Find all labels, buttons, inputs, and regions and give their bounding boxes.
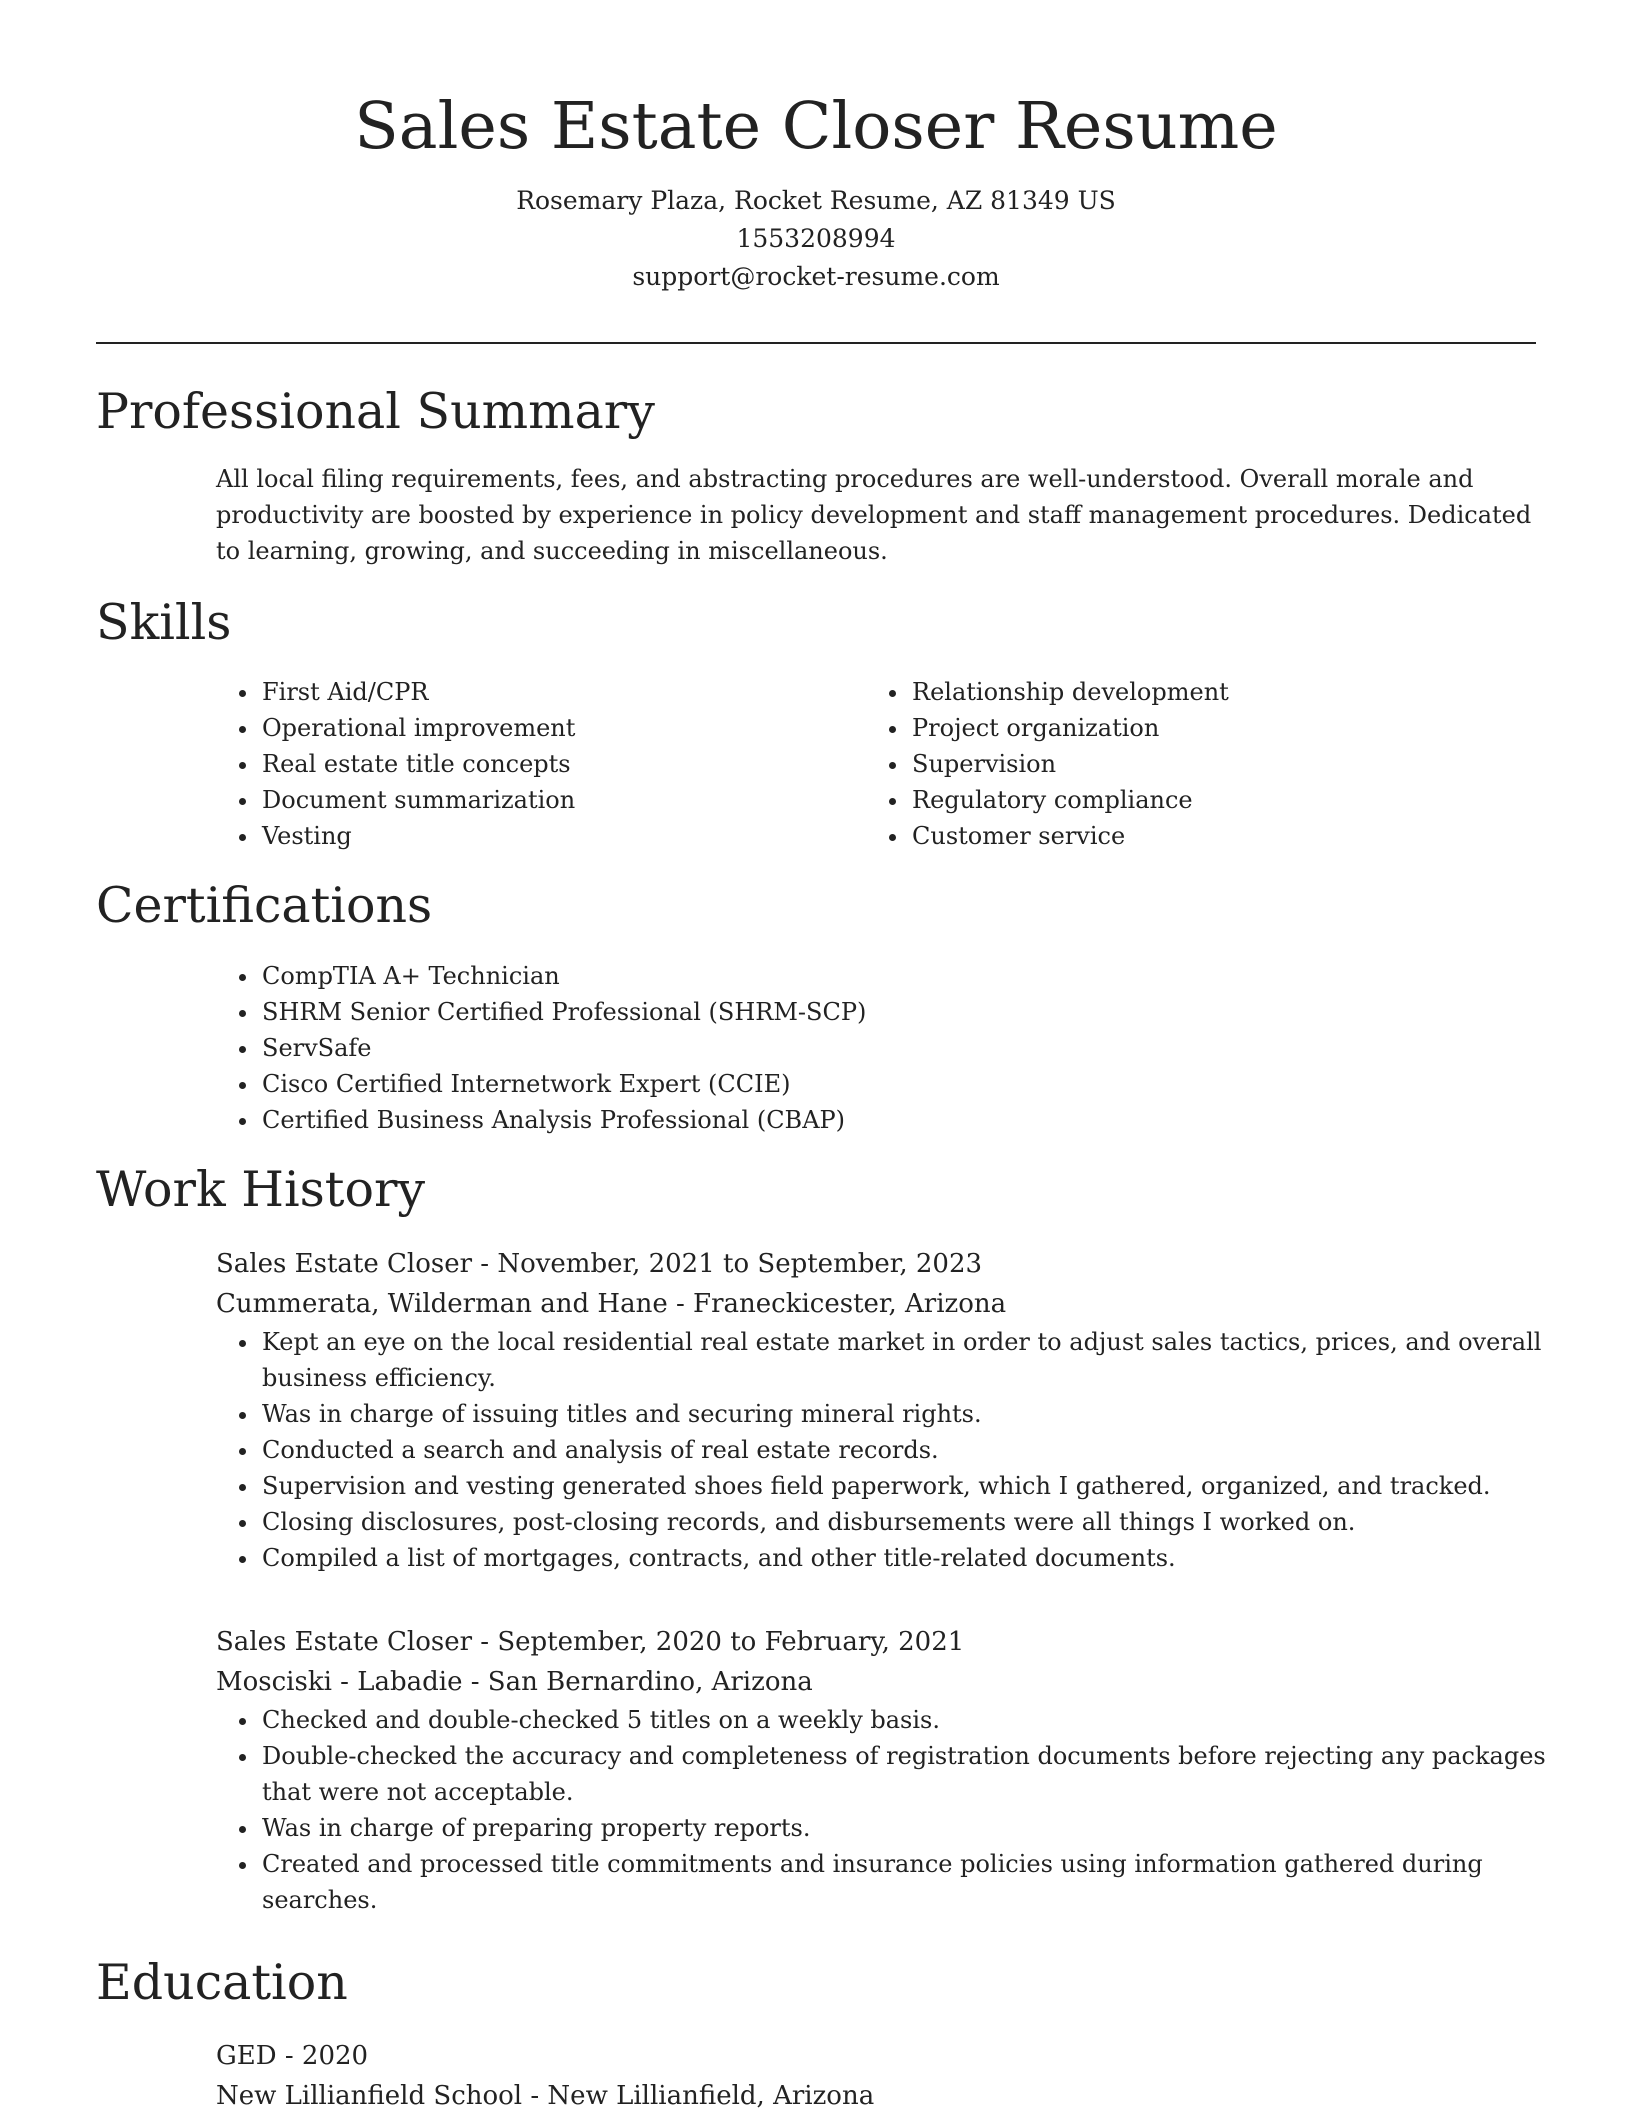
resume-header xyxy=(0,82,1632,296)
job-duty: • Double-checked the accuracy and completeness of registration documents before rejecting any packages that were not acceptable. xyxy=(260,1738,1546,1810)
job-duty: • Compiled a list of mortgages, contracts, and other title-related documents. xyxy=(260,1540,1546,1576)
job-duty: • Supervision and vesting generated shoes field paperwork, which I gathered, organized, and tracked. xyxy=(260,1468,1546,1504)
certification-item: • Certified Business Analysis Professional (CBAP) xyxy=(260,1102,1560,1138)
contact-info xyxy=(0,182,1632,296)
skill-item: • Document summarization xyxy=(260,782,880,818)
skills-list-left xyxy=(216,674,880,854)
certification-item: • ServSafe xyxy=(260,1030,1560,1066)
skill-item: • Relationship development xyxy=(910,674,1550,710)
page-title: Sales Estate Closer Resume xyxy=(354,89,1278,164)
job-duty: • Was in charge of issuing titles and securing mineral rights. xyxy=(260,1396,1546,1432)
job-duty: • Was in charge of preparing property reports. xyxy=(260,1810,1546,1846)
job-duty: • Conducted a search and analysis of real estate records. xyxy=(260,1432,1546,1468)
job-title-line: Sales Estate Closer - November, 2021 to September, 2023 xyxy=(216,1249,983,1279)
school-line: New Lillianfield School - New Lillianfield, Arizona xyxy=(216,2081,875,2111)
education-heading: Education xyxy=(96,1954,348,2011)
address-text: Rosemary Plaza, Rocket Resume, AZ 81349 US xyxy=(516,186,1116,215)
skill-item: • Project organization xyxy=(910,710,1550,746)
certifications-heading: Certifications xyxy=(96,877,433,934)
certifications-list xyxy=(216,958,1560,1138)
work-history-heading: Work History xyxy=(96,1161,426,1218)
job-duty: • Closing disclosures, post-closing records, and disbursements were all things I worked on. xyxy=(260,1504,1546,1540)
phone-text: 1553208994 xyxy=(736,224,896,253)
job-duties-list xyxy=(216,1324,1546,1576)
email-text: support@rocket-resume.com xyxy=(632,262,1000,291)
skill-item: • Real estate title concepts xyxy=(260,746,880,782)
job-duty: • Kept an eye on the local residential real estate market in order to adjust sales tactics, prices, and overall business efficiency. xyxy=(260,1324,1546,1396)
certification-item: • Cisco Certified Internetwork Expert (CCIE) xyxy=(260,1066,1560,1102)
certification-item: • SHRM Senior Certified Professional (SHRM-SCP) xyxy=(260,994,1560,1030)
job-company-line: Cummerata, Wilderman and Hane - Franeckicester, Arizona xyxy=(216,1289,1007,1319)
job-title-line: Sales Estate Closer - September, 2020 to February, 2021 xyxy=(216,1627,965,1657)
skill-item: • First Aid/CPR xyxy=(260,674,880,710)
skills-list-right xyxy=(866,674,1550,854)
summary-heading: Professional Summary xyxy=(96,383,655,440)
education-entry xyxy=(216,2036,1516,2116)
skills-heading: Skills xyxy=(96,594,232,651)
job-duty: • Created and processed title commitments and insurance policies using information gathered during searches. xyxy=(260,1846,1546,1918)
job-entry xyxy=(216,1244,1546,1576)
skill-item: • Regulatory compliance xyxy=(910,782,1550,818)
degree-line: GED - 2020 xyxy=(216,2041,369,2071)
job-duties-list xyxy=(216,1702,1546,1918)
job-duty: • Checked and double-checked 5 titles on a weekly basis. xyxy=(260,1702,1546,1738)
job-company-line: Mosciski - Labadie - San Bernardino, Arizona xyxy=(216,1667,813,1697)
certification-item: • CompTIA A+ Technician xyxy=(260,958,1560,994)
skill-item: • Vesting xyxy=(260,818,880,854)
header-divider xyxy=(96,342,1536,344)
summary-text: All local filing requirements, fees, and abstracting procedures are well-understood. Overall morale and productivity are boosted by experience in policy development and staff management procedures. Dedicated to learning, growing, and succeeding in miscellaneous. xyxy=(216,465,1532,565)
skill-item: • Customer service xyxy=(910,818,1550,854)
skill-item: • Operational improvement xyxy=(260,710,880,746)
job-entry xyxy=(216,1622,1546,1918)
skill-item: • Supervision xyxy=(910,746,1550,782)
